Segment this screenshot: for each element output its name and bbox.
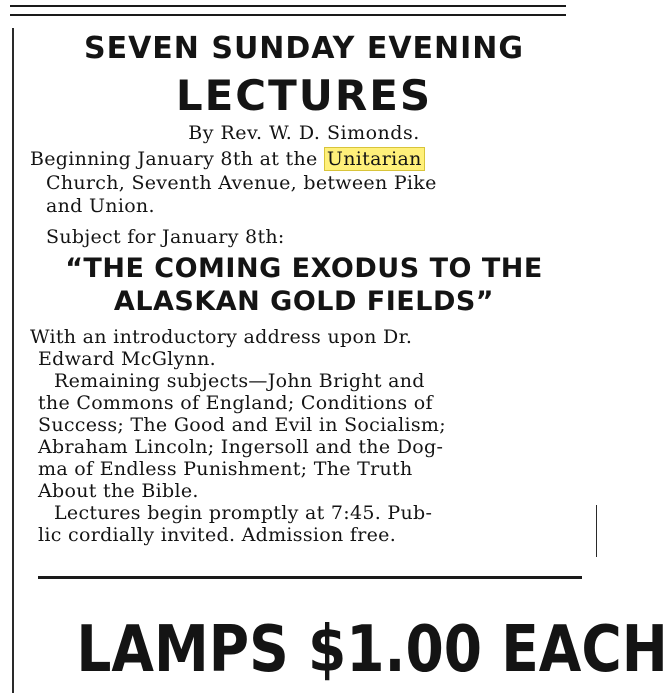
remaining-line1: Remaining subjects—John Bright and: [54, 370, 425, 392]
remaining-line4: Abraham Lincoln; Ingersoll and the Dog-: [38, 436, 444, 458]
subject-title-line1: “THE COMING EXODUS TO THE: [65, 253, 543, 284]
intro-line2: Church, Seventh Avenue, between Pike: [46, 172, 437, 194]
intro-line1: [30, 148, 425, 170]
headline-lectures: LECTURES: [175, 71, 433, 120]
remaining-line6: About the Bible.: [38, 480, 199, 502]
closing-line1: Lectures begin promptly at 7:45. Pub-: [54, 502, 433, 524]
column-rule-right: [596, 505, 597, 557]
byline: By Rev. W. D. Simonds.: [188, 122, 420, 144]
closing-line2: lic cordially invited. Admission free.: [38, 524, 397, 546]
remaining-line3: Success; The Good and Evil in Socialism;: [38, 414, 446, 436]
intro-line3: and Union.: [46, 195, 155, 217]
subject-title-line2: ALASKAN GOLD FIELDS”: [113, 286, 495, 317]
section-divider: [38, 576, 582, 579]
remaining-line5: ma of Endless Punishment; The Truth: [38, 458, 413, 480]
highlighted-word: Unitarian: [324, 147, 425, 171]
lamps-ad-headline: LAMPS $1.00 EACH: [76, 613, 668, 687]
top-rule: [10, 5, 566, 7]
headline-line1: SEVEN SUNDAY EVENING: [83, 31, 525, 66]
subject-label: Subject for January 8th:: [46, 226, 285, 248]
remaining-line2: the Commons of England; Conditions of: [38, 392, 433, 414]
address-line1: With an introductory address upon Dr.: [30, 326, 413, 348]
address-line2: Edward McGlynn.: [38, 348, 217, 370]
intro-line1-text: Beginning January 8th at the: [30, 148, 324, 170]
top-rule-second: [10, 14, 566, 16]
